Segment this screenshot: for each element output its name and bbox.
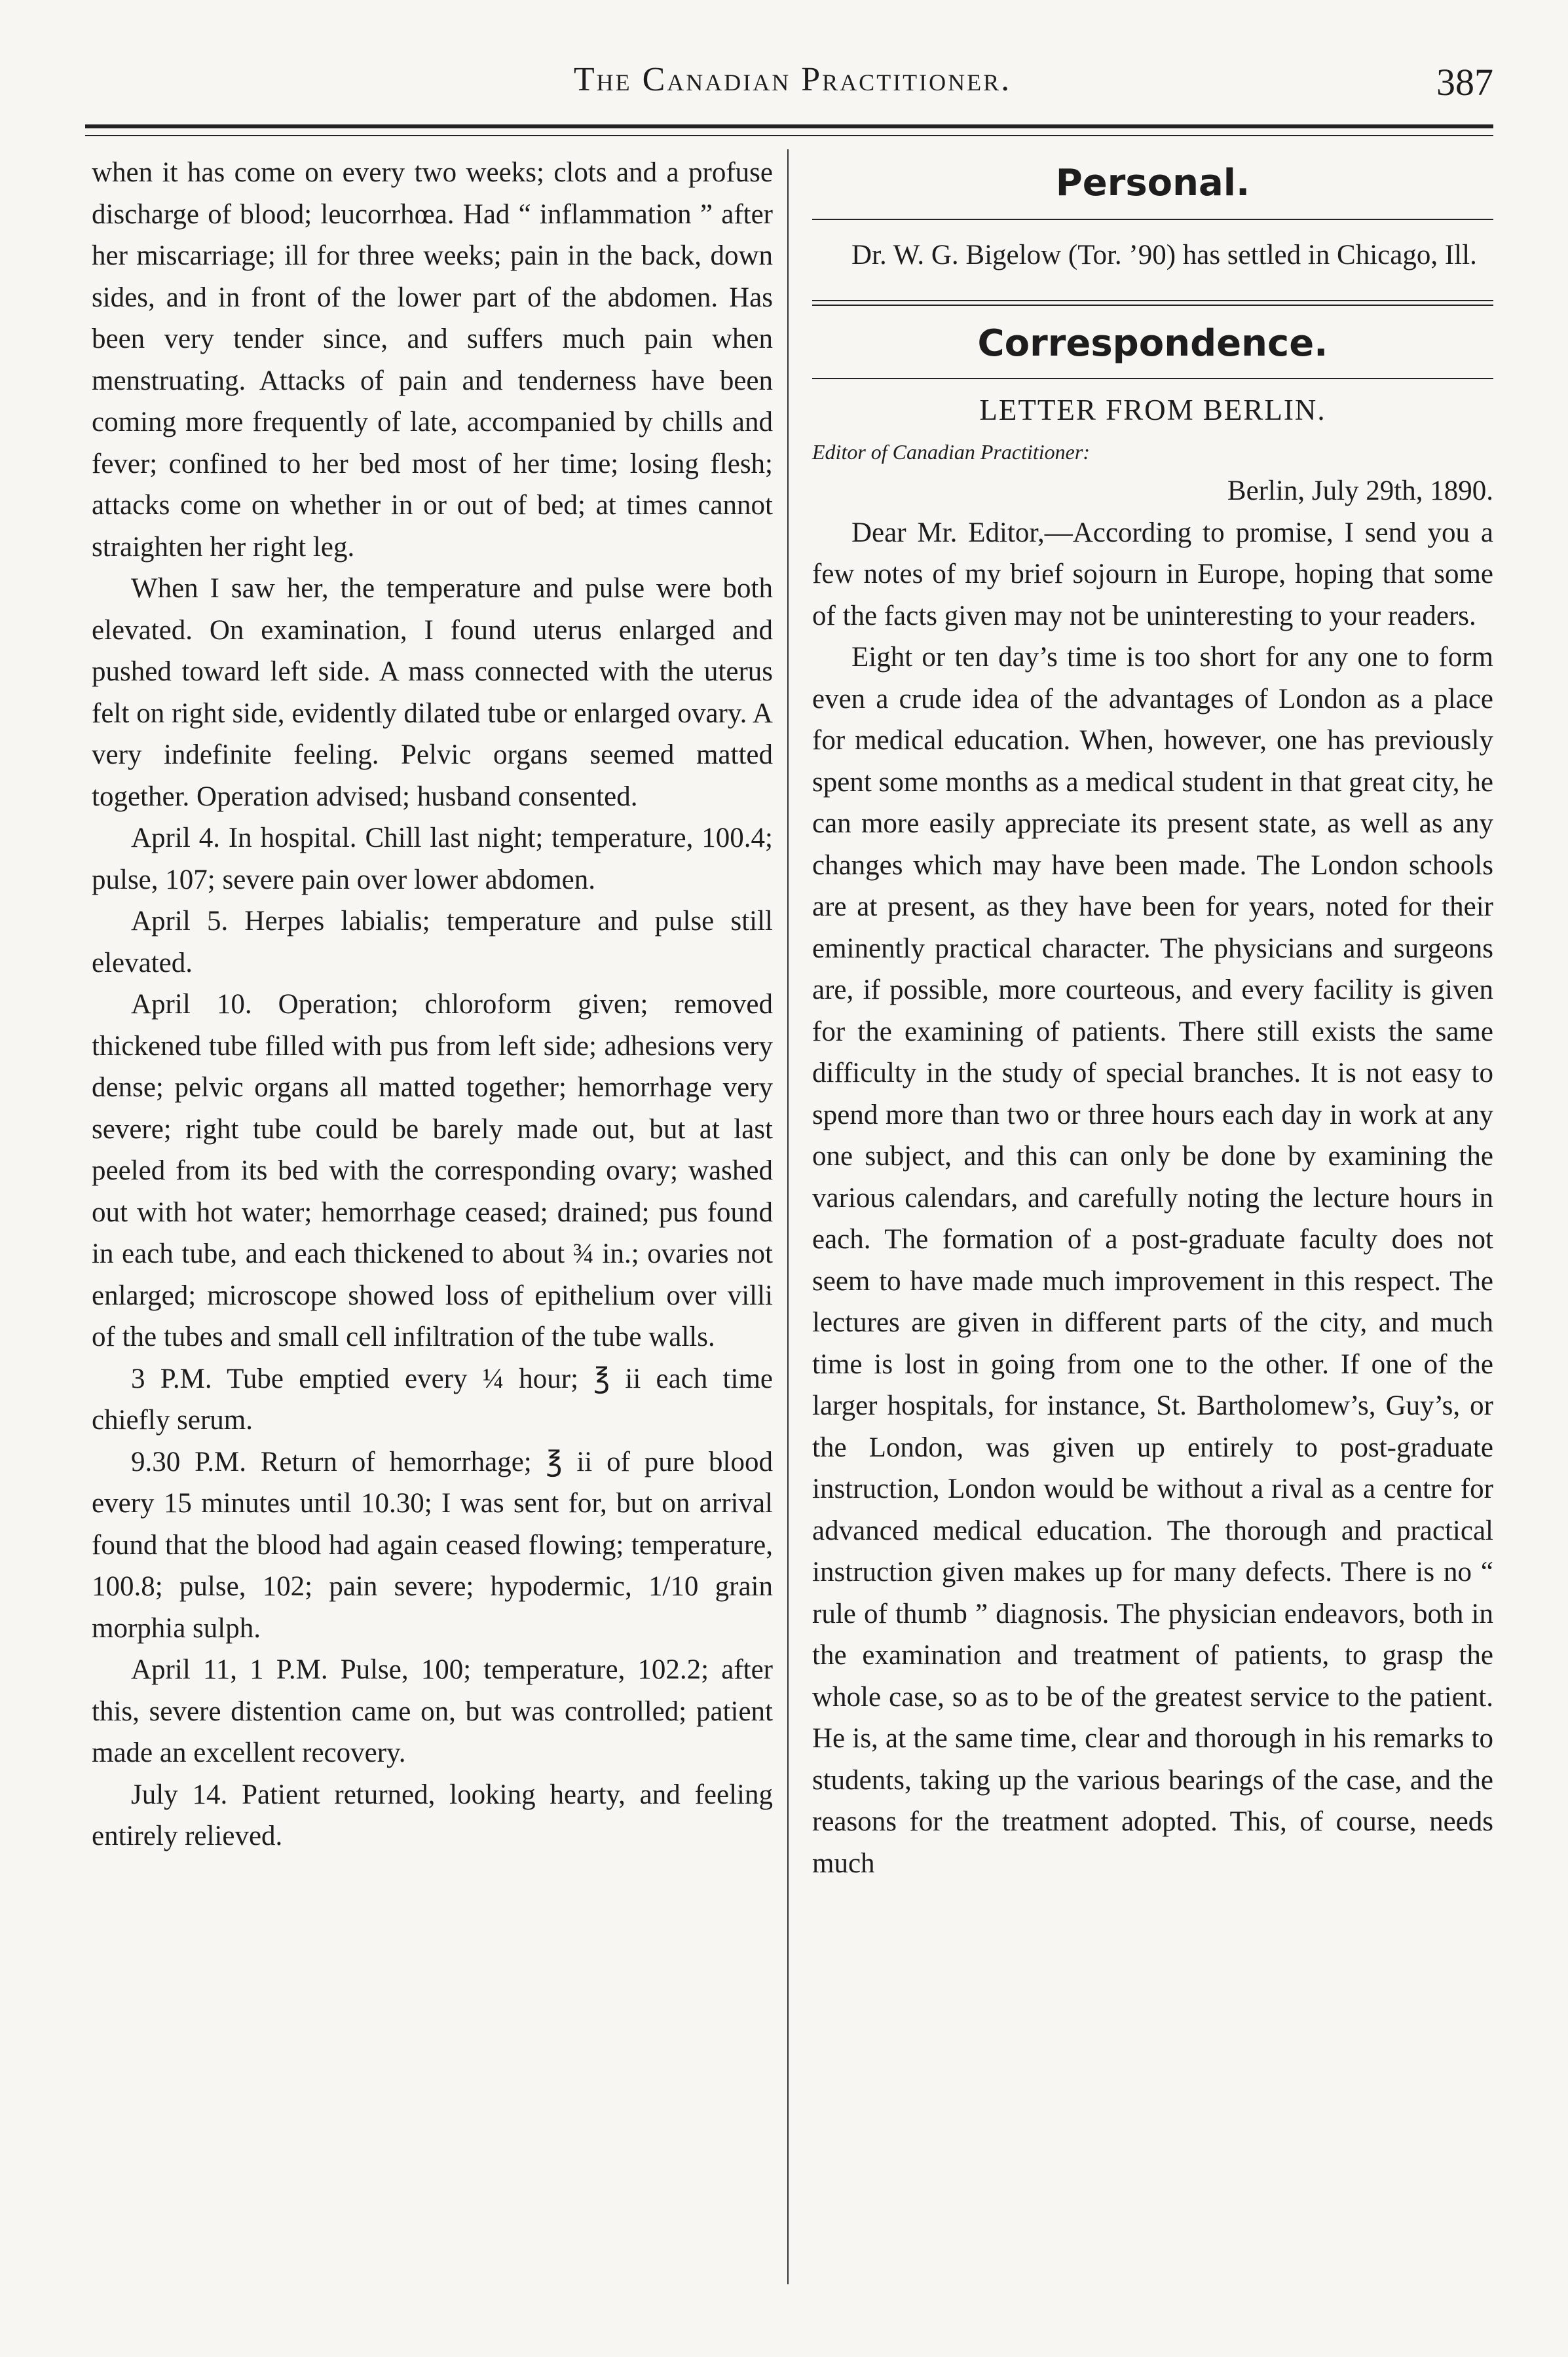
- paragraph: April 4. In hospital. Chill last night; temperature, 100.4; pulse, 107; severe pain over lower abdomen.: [92, 823, 773, 895]
- paragraph: 3 P.M. Tube emptied every ¼ hour; ℥ ii each time chiefly serum.: [92, 1363, 773, 1436]
- paragraph: April 10. Operation; chloroform given; removed thickened tube filled with pus from left side; adhesions very dense; pelvic organs all matted together; hemorrhage very severe; right tube could be barely made out, but at last peeled from its bed with the corresponding ovary; washed out with hot water; hemorrhage ceased; drained; pus found in each tube, and each thickened to about ¾ in.; ovaries not enlarged; microscope showed loss of epithelium over villi of the tubes and small cell infiltration of the tube walls.: [92, 989, 773, 1352]
- paragraph: July 14. Patient returned, looking hearty, and feeling entirely relieved.: [92, 1779, 773, 1851]
- running-header: [92, 60, 1493, 119]
- paragraph: Dear Mr. Editor,—According to promise, I send you a few notes of my brief sojourn in Europe, hoping that some of the facts given may not be uninteresting to your readers.: [812, 517, 1493, 631]
- header-rule-thin: [85, 135, 1493, 136]
- section-heading-personal: Personal.: [1055, 162, 1250, 204]
- letter-addressee: Editor of Canadian Practitioner:: [812, 440, 1090, 464]
- column-divider: [787, 149, 789, 2284]
- journal-title: The Canadian Practitioner.: [573, 61, 1012, 98]
- page-number: 387: [1436, 61, 1493, 103]
- paragraph: April 5. Herpes labialis; temperature and pulse still elevated.: [92, 906, 773, 978]
- letter-title: LETTER FROM BERLIN.: [979, 393, 1326, 426]
- paragraph: Eight or ten day’s time is too short for any one to form even a crude idea of the advantages of London as a place for medical education. When, however, one has previously spent some months as a medical student in that great city, he can more easily appreciate its present state, as well as any changes which may have been made. The London schools are at present, as they have been for years, noted for their eminently practical character. The physicians and surgeons are, if possible, more courteous, and every facility is given for the examining of patients. There still exists the same difficulty in the study of special branches. It is not easy to spend more than two or three hours each day in work at any one subject, and this can only be done by examining the various calendars, and carefully noting the lecture hours in each. The formation of a post-graduate faculty does not seem to have made much improvement in this respect. The lectures are given in different parts of the city, and much time is lost in going from one to the other. If one of the larger hospitals, for instance, St. Bartholomew’s, Guy’s, or the London, was given up entirely to post-graduate instruction, London would be without a rival as a centre for advanced medical education. The thorough and practical instruction given makes up for many defects. There is no “ rule of thumb ” diagnosis. The physician endeavors, both in the examination and treatment of patients, to grasp the whole case, so as to be of the greatest service to the patient. He is, at the same time, clear and thorough in his remarks to students, taking up the various bearings of the case, and the reasons for the treatment adopted. This, of course, needs much: [812, 642, 1493, 1879]
- section-rule: [812, 219, 1493, 220]
- paragraph: when it has come on every two weeks; clots and a profuse discharge of blood; leucorrhœa. Had “ inflammation ” after her miscarriage; ill for three weeks; pain in the back, down sides, and in front of the lower part of the abdomen. Has been very tender since, and suffers much pain when menstruating. Attacks of pain and tenderness have been coming more frequently of late, accompanied by chills and fever; confined to her bed most of her time; losing flesh; attacks come on whether in or out of bed; at times cannot straighten her right leg.: [92, 157, 773, 563]
- section-rule-double: [812, 300, 1493, 306]
- header-rule-thick: [85, 124, 1493, 128]
- personal-note: Dr. W. G. Bigelow (Tor. ’90) has settled in Chicago, Ill.: [851, 240, 1477, 270]
- left-column: [92, 152, 773, 1857]
- letter-dateline: Berlin, July 29th, 1890.: [1227, 475, 1493, 506]
- paragraph: April 11, 1 P.M. Pulse, 100; temperature, 102.2; after this, severe distention came on, but was controlled; patient made an excellent recovery.: [92, 1654, 773, 1768]
- paragraph: When I saw her, the temperature and pulse were both elevated. On examination, I found uterus enlarged and pushed toward left side. A mass connected with the uterus felt on right side, evidently dilated tube or enlarged ovary. A very indefinite feeling. Pelvic organs seemed matted together. Operation advised; husband consented.: [92, 573, 773, 812]
- paragraph: 9.30 P.M. Return of hemorrhage; ℥ ii of pure blood every 15 minutes until 10.30; I was sent for, but on arrival found that the blood had again ceased flowing; temperature, 100.8; pulse, 102; pain severe; hypodermic, 1/10 grain morphia sulph.: [92, 1446, 773, 1644]
- section-heading-correspondence: Correspondence.: [977, 322, 1328, 365]
- right-column: [812, 157, 1493, 1884]
- section-rule: [812, 378, 1493, 379]
